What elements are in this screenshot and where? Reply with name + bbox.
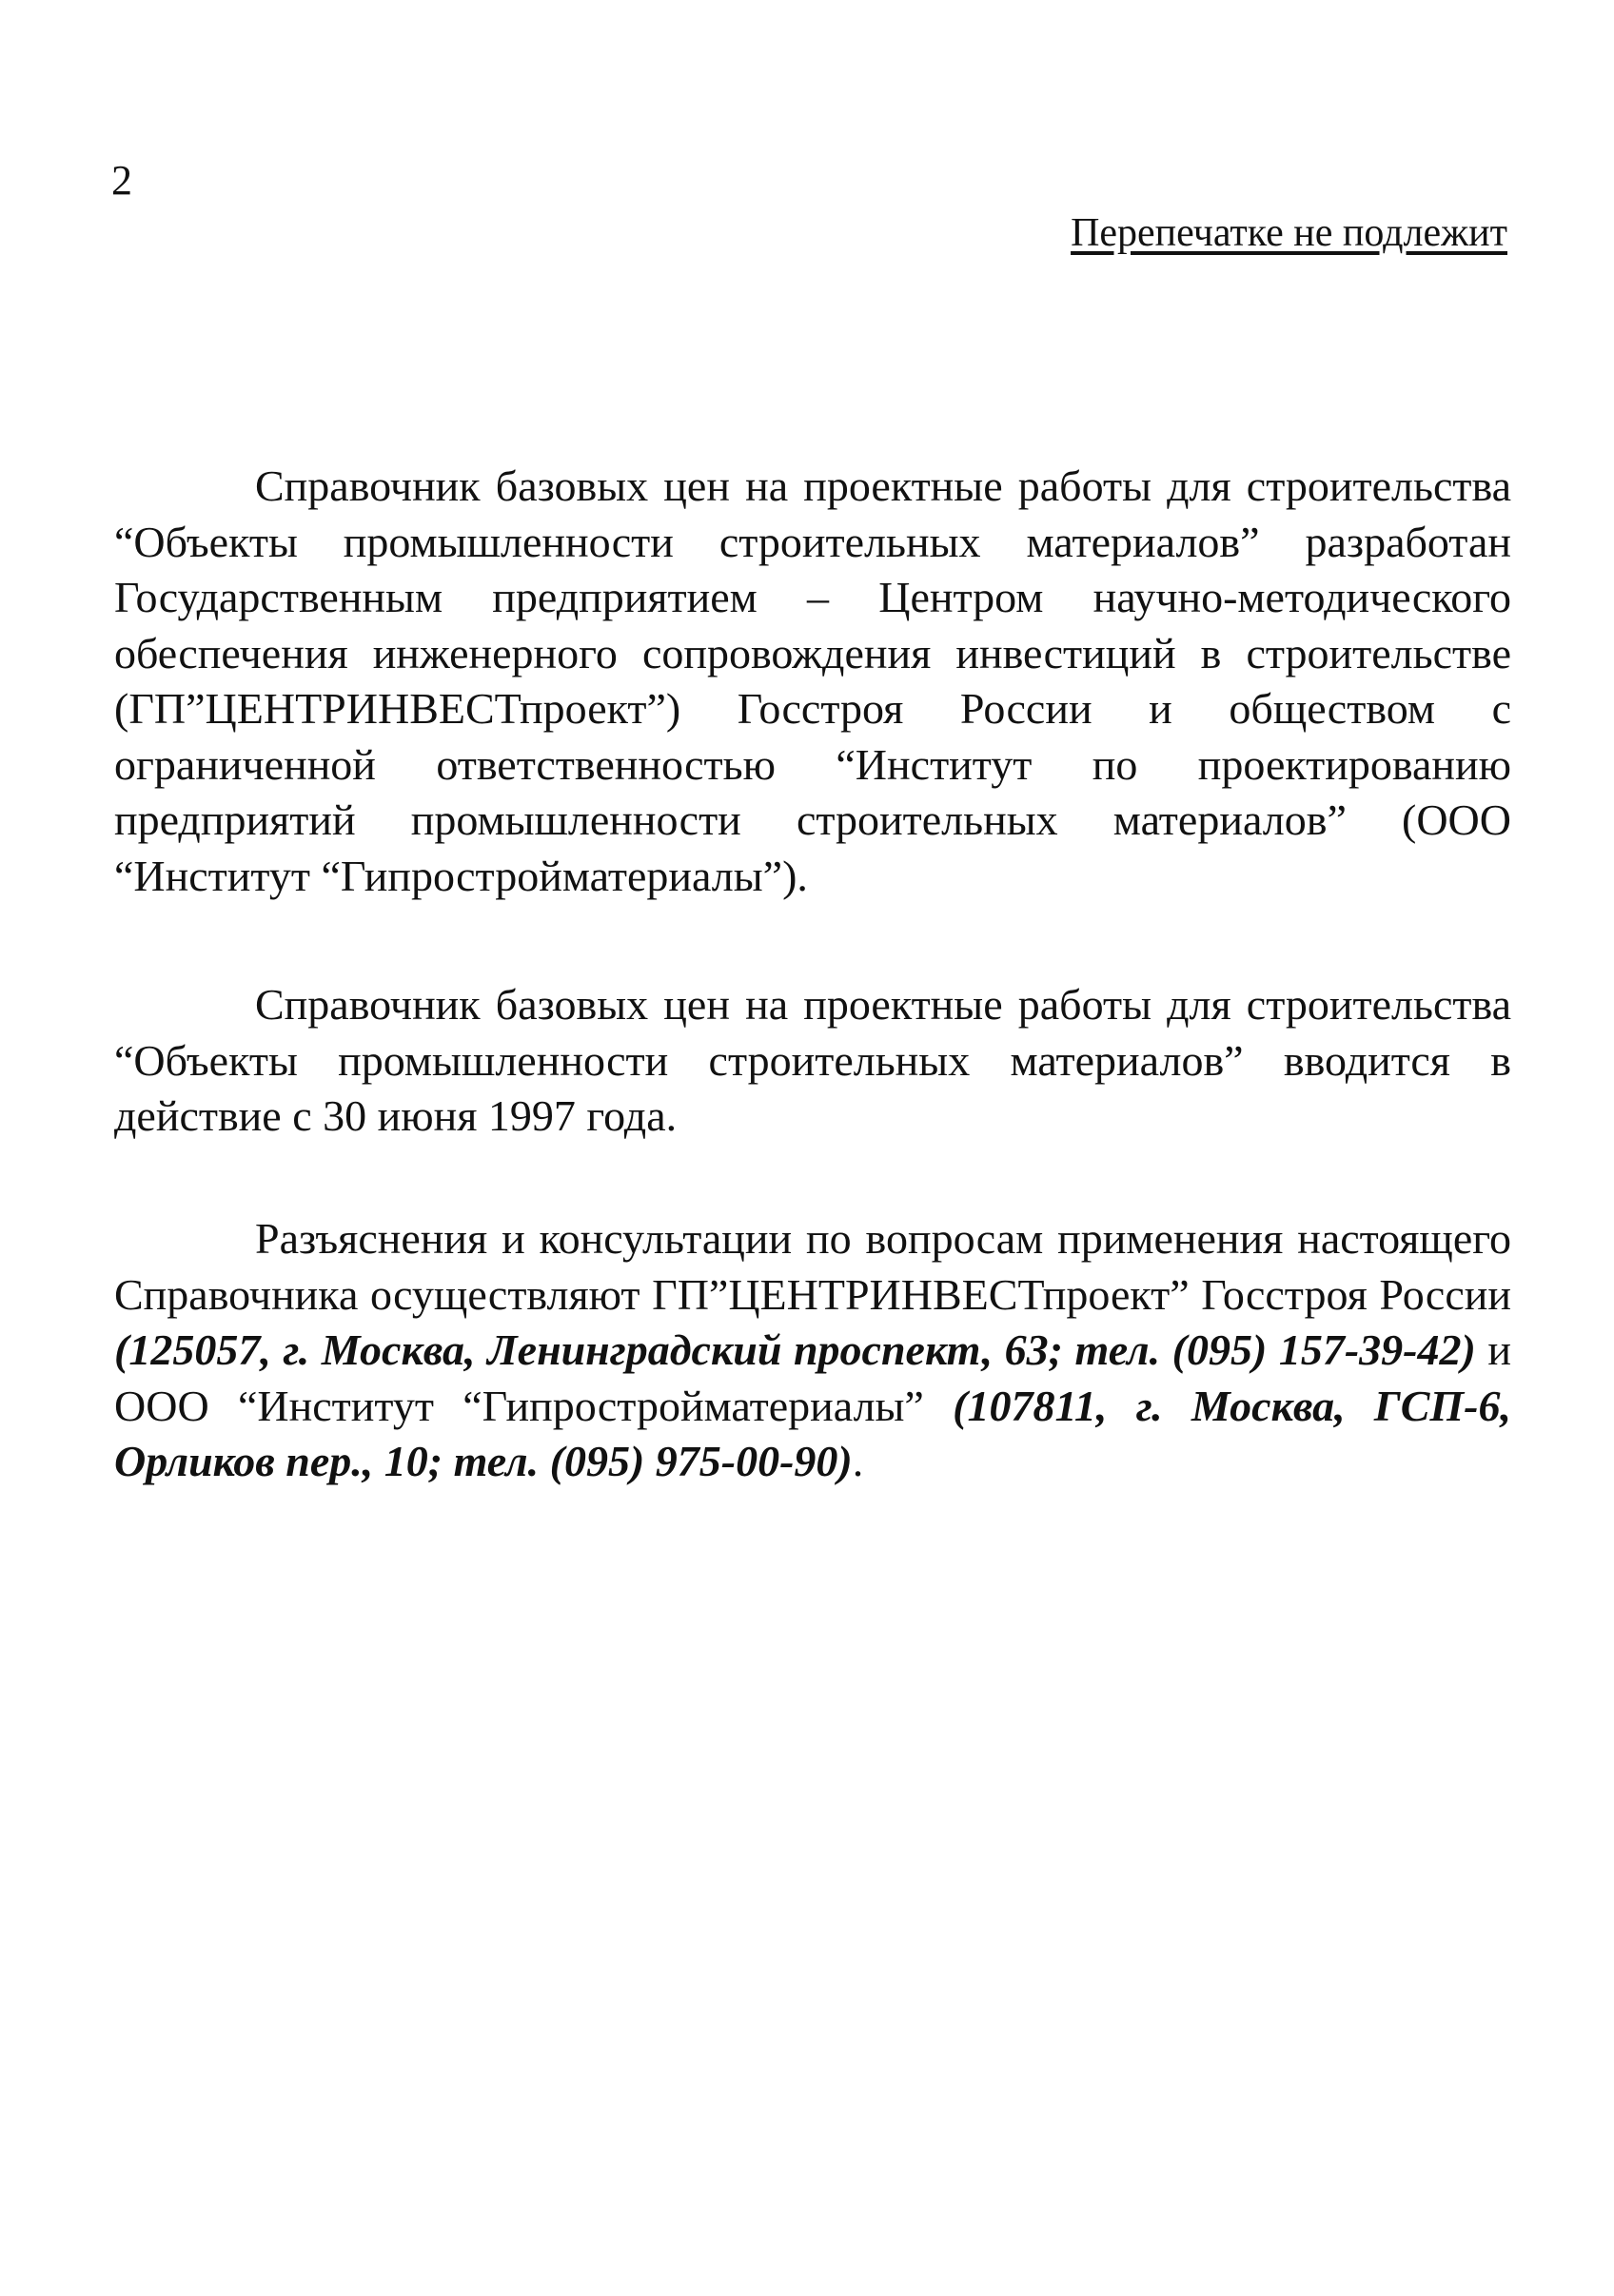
address-giprostroymaterialy: (107811, г. Москва, ГСП-6, Орликов пер., 10; тел. (095) 975-00-90): [114, 1381, 1511, 1485]
paragraph-consultations: [114, 1211, 1511, 1490]
paragraph-effective-date: Справочник базовых цен на проектные работы для строительства “Объекты промышленности строительных материалов” вводится в действие с 30 июня 1997 года.: [114, 980, 1511, 1140]
address-centrinvest: (125057, г. Москва, Ленинградский проспект, 63; тел. (095) 157-39-42): [114, 1325, 1476, 1374]
paragraph-end-period: .: [852, 1437, 864, 1485]
consultations-text-2: и ООО “Институт “Гипростройматериалы”: [114, 1325, 1511, 1430]
paragraph-developers: Справочник базовых цен на проектные работы для строительства “Объекты промышленности строительных материалов” разработан Государственным предприятием – Центром научно-методического обеспечения инженерного сопровождения инвестиций в строительстве (ГП”ЦЕНТРИНВЕСТпроект”) Госстроя России и обществом с ограниченной ответственностью “Институт по проектированию предприятий промышленности строительных материалов” (ООО “Институт “Гипростройматериалы”).: [114, 461, 1511, 900]
reprint-notice: Перепечатке не подлежит: [1071, 211, 1507, 255]
consultations-text-1: Разъяснения и консультации по вопросам применения настоящего Справочника осуществляют ГП”ЦЕНТРИНВЕСТпроект” Госстроя России: [114, 1214, 1511, 1319]
page-number: 2: [111, 157, 132, 204]
